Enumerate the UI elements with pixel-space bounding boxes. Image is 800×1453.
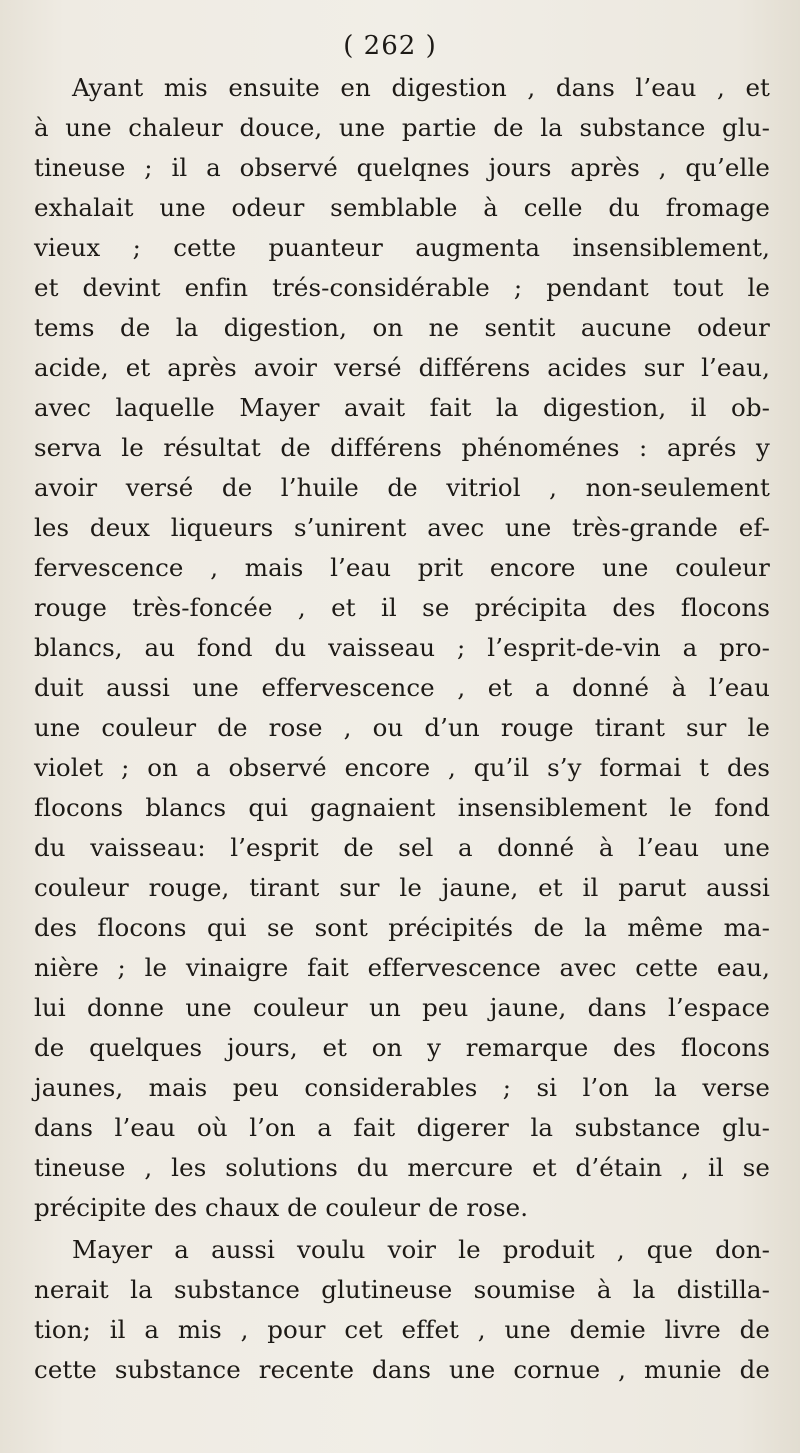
page-number: ( 262 ): [343, 31, 437, 61]
text-line: précipite des chaux de couleur de rose.: [34, 1193, 529, 1222]
text-line: vieux ; cette puanteur augmenta insensiblement,: [34, 233, 770, 262]
text-line: à une chaleur douce, une partie de la substance glu-: [34, 113, 770, 142]
text-line: et devint enfin trés-considérable ; pendant tout le: [34, 273, 770, 302]
text-line: tems de la digestion, on ne sentit aucune odeur: [34, 313, 770, 342]
text-line: rouge très-foncée , et il se précipita des flocons: [34, 593, 770, 622]
paragraph-2: [34, 1230, 770, 1390]
body-text: [34, 68, 770, 1390]
text-line: les deux liqueurs s’unirent avec une très-grande ef-: [34, 513, 770, 542]
text-line: lui donne une couleur un peu jaune, dans l’espace: [34, 993, 770, 1022]
text-line: flocons blancs qui gagnaient insensiblement le fond: [34, 793, 770, 822]
text-line: tineuse ; il a observé quelqnes jours après , qu’elle: [34, 153, 770, 182]
text-line: tineuse , les solutions du mercure et d’étain , il se: [34, 1153, 770, 1182]
text-line: acide, et après avoir versé différens acides sur l’eau,: [34, 353, 770, 382]
text-line: nière ; le vinaigre fait effervescence avec cette eau,: [34, 953, 770, 982]
text-line: du vaisseau: l’esprit de sel a donné à l’eau une: [34, 833, 770, 862]
text-line: avoir versé de l’huile de vitriol , non-seulement: [34, 473, 770, 502]
text-line: une couleur de rose , ou d’un rouge tirant sur le: [34, 713, 770, 742]
text-line: dans l’eau où l’on a fait digerer la substance glu-: [34, 1113, 770, 1142]
text-line: jaunes, mais peu considerables ; si l’on la verse: [34, 1073, 770, 1102]
text-line: serva le résultat de différens phénoménes : aprés y: [34, 433, 770, 462]
text-line: duit aussi une effervescence , et a donné à l’eau: [34, 673, 770, 702]
text-line: exhalait une odeur semblable à celle du fromage: [34, 193, 770, 222]
text-line: Mayer a aussi voulu voir le produit , que don-: [72, 1235, 770, 1264]
text-line: violet ; on a observé encore , qu’il s’y formai t des: [34, 753, 770, 782]
text-line: couleur rouge, tirant sur le jaune, et il parut aussi: [34, 873, 770, 902]
text-line: des flocons qui se sont précipités de la même ma-: [34, 913, 770, 942]
text-line: nerait la substance glutineuse soumise à la distilla-: [34, 1275, 770, 1304]
text-line: Ayant mis ensuite en digestion , dans l’eau , et: [72, 73, 770, 102]
text-line: tion; il a mis , pour cet effet , une demie livre de: [34, 1315, 770, 1344]
text-line: blancs, au fond du vaisseau ; l’esprit-de-vin a pro-: [34, 633, 770, 662]
text-line: avec laquelle Mayer avait fait la digestion, il ob-: [34, 393, 770, 422]
text-line: cette substance recente dans une cornue , munie de: [34, 1355, 770, 1384]
paragraph-1: [34, 68, 770, 1228]
text-line: de quelques jours, et on y remarque des flocons: [34, 1033, 770, 1062]
text-line: fervescence , mais l’eau prit encore une couleur: [34, 553, 770, 582]
